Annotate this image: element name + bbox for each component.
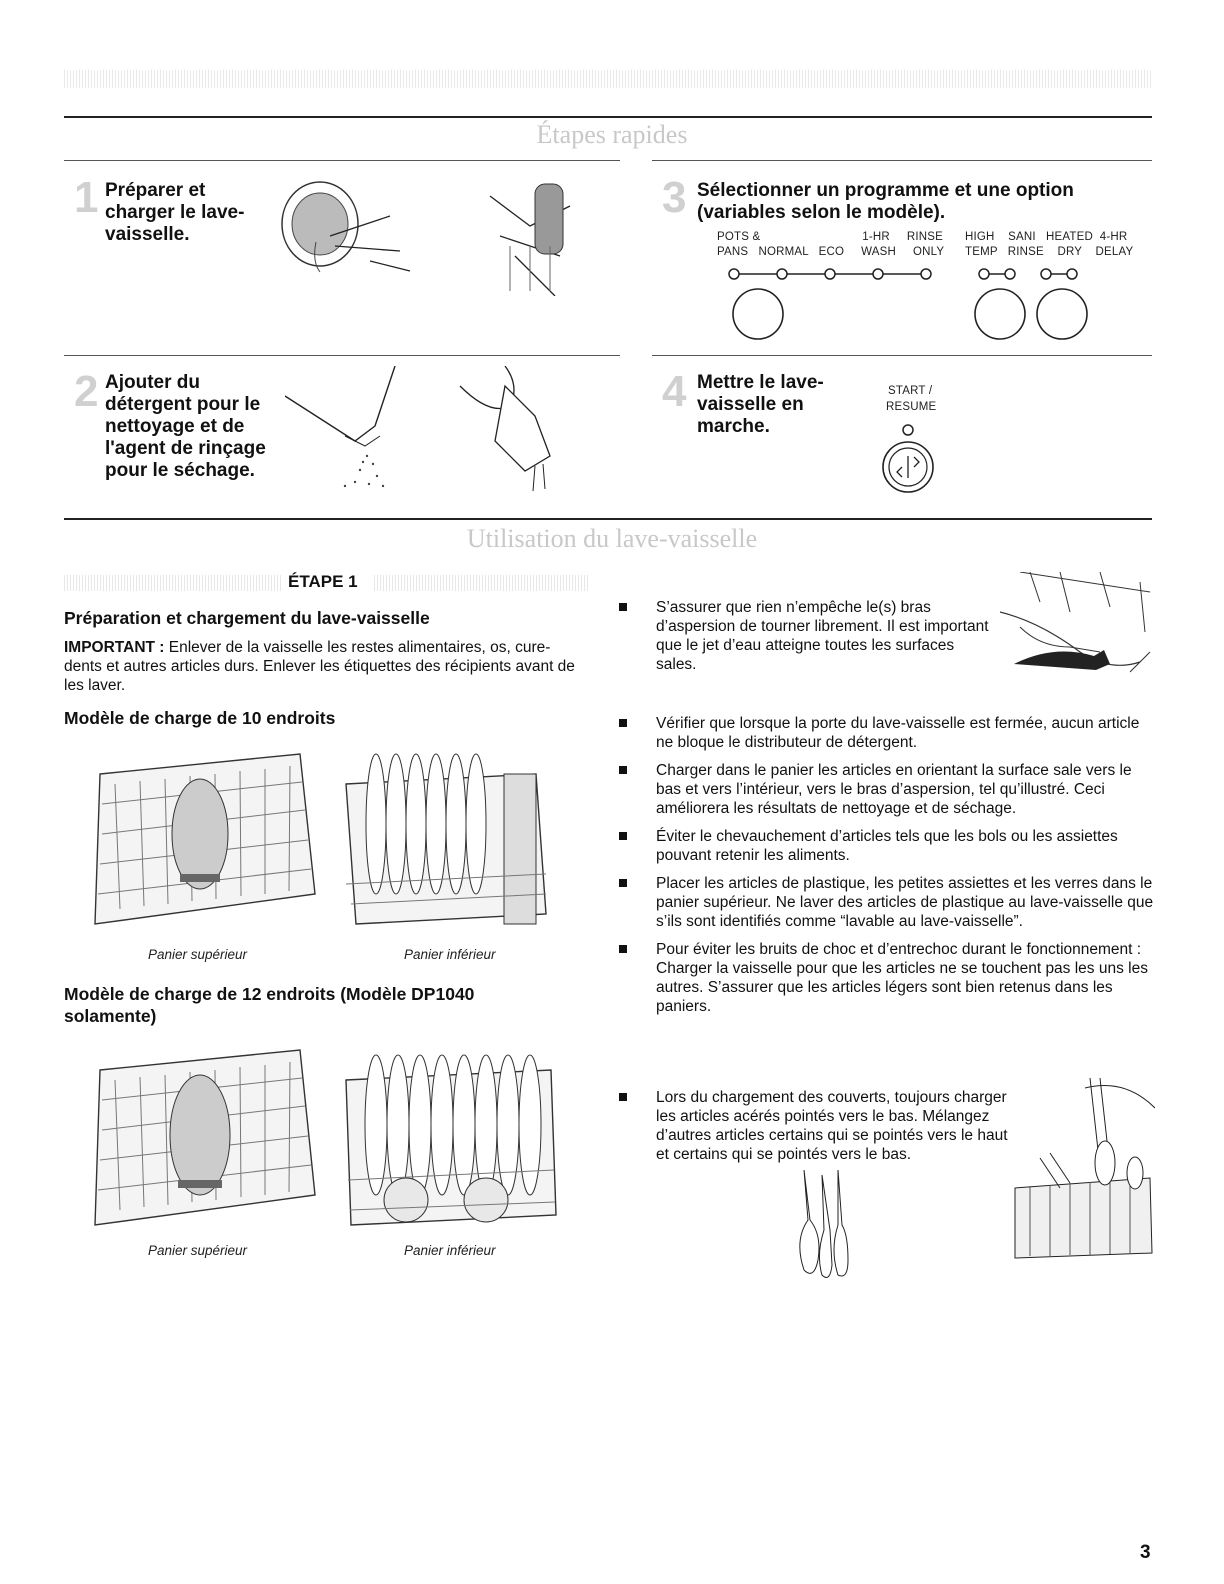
start-label-1: START / <box>888 385 933 397</box>
divider <box>652 160 1152 161</box>
step1-number: 1 <box>74 173 99 222</box>
tips-list-c <box>619 1088 1024 1173</box>
cycle-labels-row1: POTS & 1-HR RINSE <box>717 231 943 243</box>
step4-text: Mettre le lave-vaisselle en marche. <box>697 372 824 437</box>
tips-list-a <box>619 598 989 683</box>
model10-heading: Modèle de charge de 10 endroits <box>64 708 336 728</box>
preparation-heading: Préparation et chargement du lave-vaisselle <box>64 608 430 628</box>
start-resume-button <box>870 420 940 495</box>
step2-number: 2 <box>74 367 99 416</box>
tip-item: Lors du chargement des couverts, toujours charger les articles acérés pointés vers le bas. Mélangez d’autres articles certains qui se pointés vers le haut et certains qui se pointés vers le bas. <box>619 1088 1024 1164</box>
page-number: 3 <box>1140 1542 1151 1563</box>
silverware-basket-illustration <box>1010 1078 1155 1260</box>
header-band <box>64 70 1152 88</box>
tip-item: Charger dans le panier les articles en orientant la surface sale vers le bas et vers l’intérieur, vers le bras d’aspersion, tel qu’illustré. Ceci améliorera les résultats de nettoyage et de séchage. <box>619 761 1154 818</box>
quick-steps-title: Étapes rapides <box>536 120 688 149</box>
usage-title: Utilisation du lave-vaisselle <box>466 524 758 553</box>
tip-item: S’assurer que rien n’empêche le(s) bras d’aspersion de tourner librement. Il est important que le jet d’eau atteigne toutes les surfaces sales. <box>619 598 989 674</box>
etape-band-left <box>64 575 282 591</box>
option-labels-row2: TEMP RINSE DRY DELAY <box>965 246 1134 258</box>
upper-rack-12-illustration <box>80 1040 320 1235</box>
caption-upper-12: Panier supérieur <box>148 1243 248 1258</box>
divider <box>652 355 1152 356</box>
step2-text: Ajouter du détergent pour le nettoyage et de l'agent de rinçage pour le séchage. <box>105 372 266 481</box>
upper-rack-illustration <box>80 744 320 934</box>
usage-rule <box>64 518 1152 520</box>
tips-list-b <box>619 714 1154 1025</box>
tip-item: Placer les articles de plastique, les petites assiettes et les verres dans le panier supérieur. Ne laver des articles de plastique au lave-vaisselle que s’ils sont identifiés comme “lavable au lave-vaisselle”. <box>619 874 1154 931</box>
etape-band-right <box>374 575 590 591</box>
etape-heading: ÉTAPE 1 <box>288 572 358 591</box>
spray-arm-illustration <box>1000 572 1152 694</box>
step4-number: 4 <box>662 367 687 416</box>
detergent-pour-illustration <box>285 366 575 496</box>
caption-upper-10: Panier supérieur <box>148 947 248 962</box>
option-button-a <box>975 289 1025 339</box>
option-labels-row1: HIGH SANI HEATED 4-HR <box>965 231 1128 243</box>
lower-rack-illustration <box>336 744 556 934</box>
divider <box>64 355 620 356</box>
cycle-select-button <box>733 289 783 339</box>
tip-item: Pour éviter les bruits de choc et d’entrechoc durant le fonctionnement : Charger la vaisselle pour que les articles ne se touchent pas les uns les autres. S’assurer que les articles légers sont bien retenus dans les paniers. <box>619 940 1154 1016</box>
cycle-labels-row2: PANS NORMAL ECO WASH ONLY <box>717 246 945 258</box>
top-rule <box>64 116 1152 118</box>
step1-text: Préparer et charger le lave-vaisselle. <box>105 180 245 245</box>
tip-item: Éviter le chevauchement d’articles tels que les bols ou les assiettes pouvant retenir les aliments. <box>619 827 1154 865</box>
important-note <box>64 638 584 695</box>
control-panel-diagram <box>720 262 1120 342</box>
important-text: Enlever de la vaisselle les restes alimentaires, os, cure-dents et autres articles durs. Enlever les étiquettes des récipients avant de les laver. <box>64 639 575 694</box>
model12-heading: Modèle de charge de 12 endroits (Modèle DP1040 solamente) <box>64 984 475 1026</box>
tip-item: Vérifier que lorsque la porte du lave-vaisselle est fermée, aucun article ne bloque le distributeur de détergent. <box>619 714 1154 752</box>
caption-lower-12: Panier inférieur <box>404 1243 496 1258</box>
divider <box>64 160 620 161</box>
scraping-plate-illustration <box>280 176 600 296</box>
option-button-b <box>1037 289 1087 339</box>
important-label: IMPORTANT : <box>64 639 165 656</box>
lower-rack-12-illustration <box>336 1040 566 1235</box>
step3-text: Sélectionner un programme et une option (variables selon le modèle). <box>697 180 1074 223</box>
caption-lower-10: Panier inférieur <box>404 947 496 962</box>
start-label-2: RESUME <box>886 401 937 413</box>
cutlery-illustration <box>786 1170 856 1285</box>
step3-number: 3 <box>662 173 687 222</box>
